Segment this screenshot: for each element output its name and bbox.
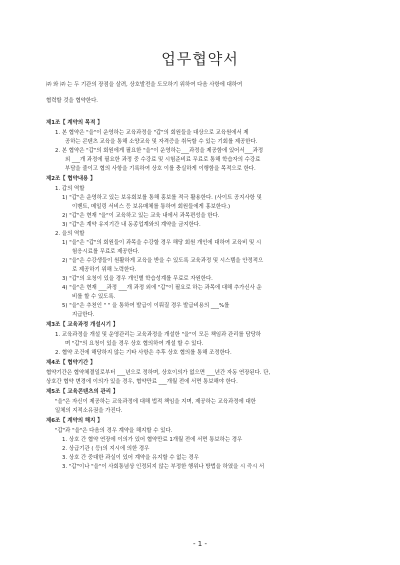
body-line: 1. 본 협약은 "을"이 운영하는 교육과정을 "갑"의 회원들을 대상으로 교육원에서 제 xyxy=(55,130,249,136)
body-line: 3) "갑"은 계약 유지기간 내 동종업계와의 계약을 금지한다. xyxy=(62,222,201,228)
body-line: 며 "갑"의 요청이 있을 경우 상호 협의하여 개설 할 수 있다. xyxy=(65,341,204,347)
body-line: "을"은 자신이 제공하는 교육과정에 대해 법적 책임을 지며, 제공하는 교육과정에 대한 xyxy=(55,399,256,405)
intro-line-2: 협력할 것을 협약한다. xyxy=(46,98,99,104)
body-line: 협약기간은 협약체결일로부터 ___년으로 정하며, 상호이의가 없으면 ___년간 자동 연장된다. 단, xyxy=(46,370,271,376)
body-line: 2. 본 협약은 "갑"의 회원에게 필요한 "을"이 운영하는___과정을 제공함에 있어서___과정 xyxy=(55,148,264,154)
body-line: 로 제공하기 위해 노력한다. xyxy=(72,267,137,273)
body-line: 3. 상호 간 중대한 과실이 있어 계약을 유지할 수 없는 경우 xyxy=(62,455,199,461)
article-heading: 제3조【 교육과정 개설시기 】 xyxy=(46,322,119,328)
body-line: 비를 할 수 있도록. xyxy=(72,294,116,300)
body-line: 3) "갑"의 요청이 있을 경우 개인별 학습성계를 무료로 자원한다. xyxy=(62,276,213,282)
body-line: 일체의 지적소유권을 가진다. xyxy=(55,408,123,414)
body-line: 2) "을"은 수강생들이 원활하게 교육을 받을 수 있도록 교육과정 및 시스템을 안정적으 xyxy=(62,258,264,264)
page-number: - 1 - xyxy=(193,540,207,548)
body-line: 외 ___개 과정에 필요한 과정 중 수강료 및 시험준비료 무료로 통해 학습자의 수강료 xyxy=(65,157,261,163)
body-line: 3. "갑"이나 "을"이 사회통념상 인정되지 않는 부정한 행위나 방법을 하였을 시 즉시 서 xyxy=(62,464,265,470)
body-line: 지급한다. xyxy=(72,312,95,318)
body-line: 부담을 줄이고 협의 사항을 기록하여 상호 이를 충실하게 이행함을 목적으로 한다. xyxy=(65,166,256,172)
body-line: "갑"과 "을"은 다음의 경우 계약을 해지할 수 있다. xyxy=(55,428,173,434)
body-line: 험응시료를 무료로 제공한다. xyxy=(72,249,140,255)
body-line: 1. 갑의 역할 xyxy=(55,186,85,192)
body-line: 2. 을의 역할 xyxy=(55,231,85,237)
body-line: 1) "갑"은 운영하고 있는 보유회보를 통해 홍보를 적극 활용한다. (사이트 공지사항 및 xyxy=(62,195,262,201)
intro-line-1: ㈜ 와 ㈜ 는 두 기관의 장점을 살려, 상호발전을 도모하기 위하여 다음 사항에 대하여 xyxy=(46,82,243,88)
body-line: 5) "을"은 추천인 " " 을 통하여 발급이 이뤄질 경우 발급비용의 ___%를 xyxy=(62,303,230,309)
article-heading: 제6조【 계약의 해지 】 xyxy=(46,418,103,424)
article-heading: 제5조【 교육콘텐츠의 관리 】 xyxy=(46,389,119,395)
body-line: 1. 상호 간 협약 연장에 이의가 있어 협약만료 1개월 전에 서면 통보하는 경우 xyxy=(62,437,243,443)
body-line: 이벤트, 메일링 서비스 등 보유매체를 통하여 회원들에게 홍보한다.) xyxy=(72,204,231,210)
body-line: 공하는 콘텐츠 교육을 통해 소양교육 및 자격증을 취득할 수 있는 기회를 제공한다. xyxy=(65,139,258,145)
body-line: 4) "을"은 현재 ___과정 ___개 과정 외에 "갑"이 필요로 하는 과목에 대해 추가신사 운 xyxy=(62,285,262,291)
body-line: 2) "갑"은 현재 "을"이 교육하고 있는 교육 내에서 과목편성을 한다. xyxy=(62,213,220,219)
article-heading: 제1조【 계약의 목적 】 xyxy=(46,120,103,126)
article-heading: 제4조【 협약기간 】 xyxy=(46,360,96,366)
body-line: 2. 협약 조건에 해당하지 않는 기타 사항은 추후 상호 협의를 통해 조정한다. xyxy=(55,350,232,356)
body-line: 1) "을"은 "갑"의 회원들이 과목을 수강할 경우 해당 회원 개인에 대하여 교육비 및 시 xyxy=(62,240,262,246)
document-title: 업무협약서 xyxy=(161,50,239,68)
body-line: 2. 상급기관 ( 등)의 지시에 의한 경우 xyxy=(62,446,150,452)
article-heading: 제2조【 협약내용 】 xyxy=(46,176,96,182)
body-line: 상호간 협약 변경에 이의가 있을 경우, 협약만료 ___개월 전에 서면 통보해야 한다. xyxy=(46,379,238,385)
body-line: 1. 교육과정을 개설 및 운영관리는 교육과정을 개설한 "을"이 모든 책임과 관리를 담당하 xyxy=(55,332,262,338)
